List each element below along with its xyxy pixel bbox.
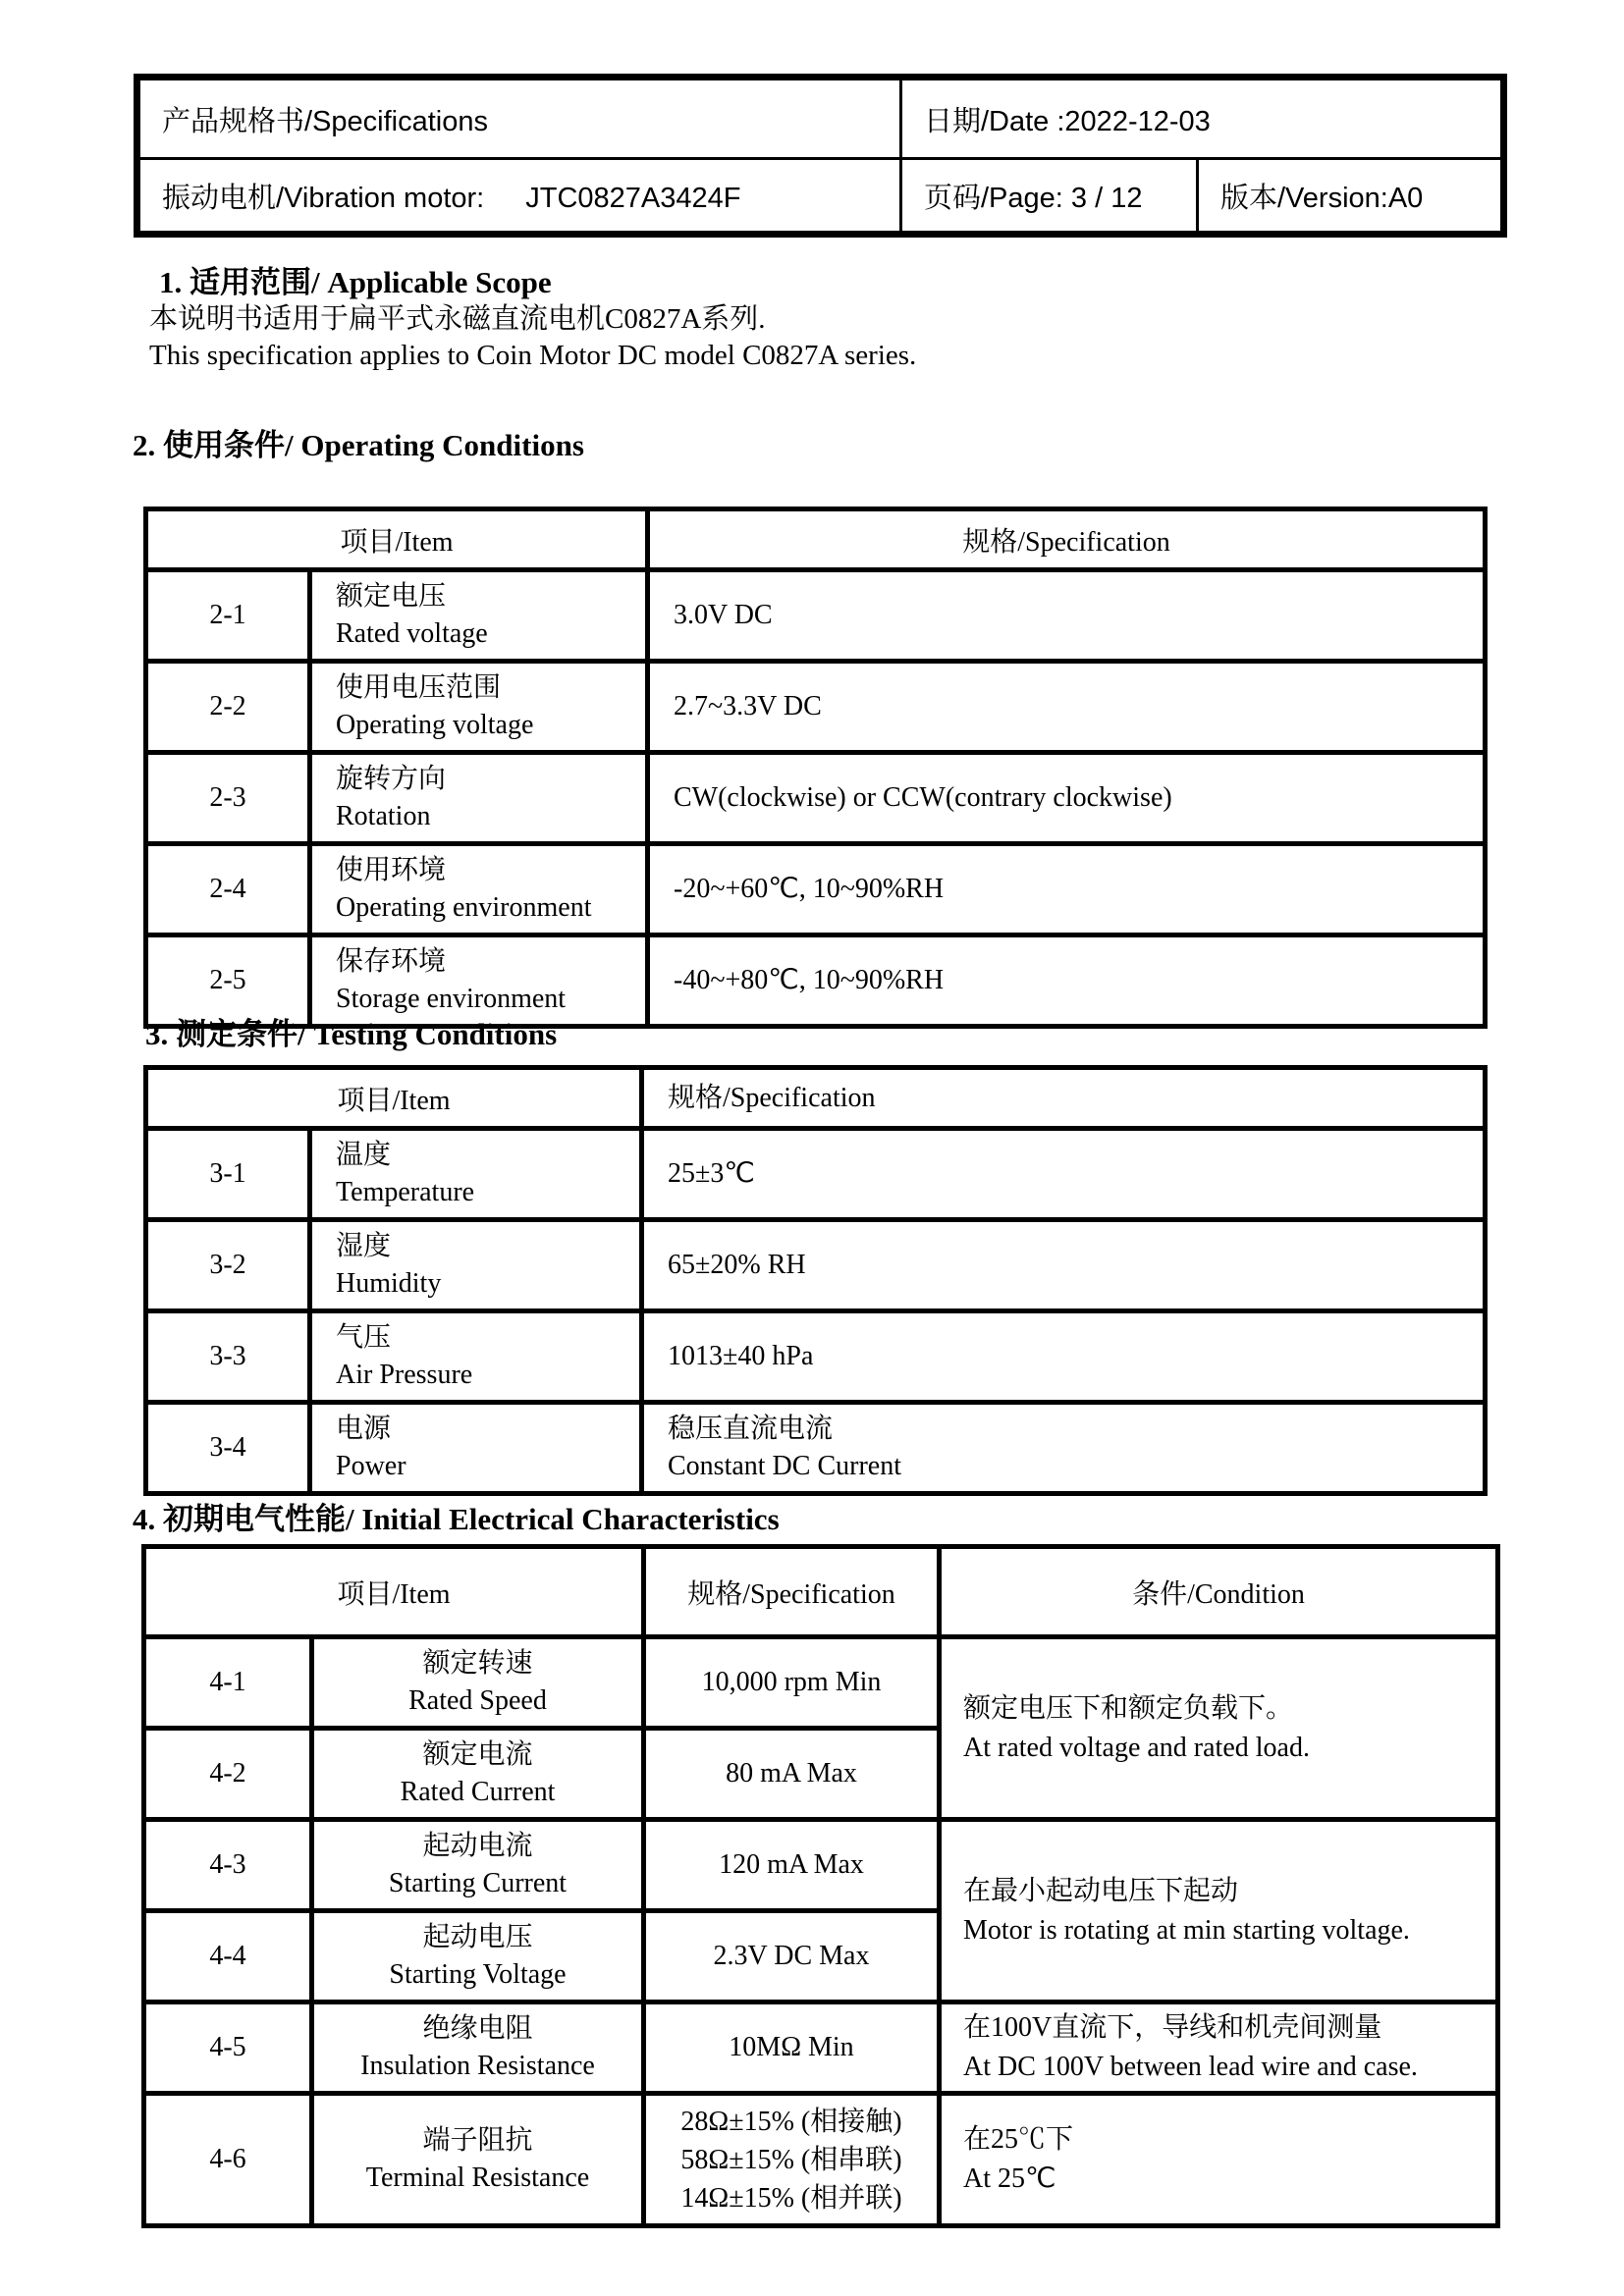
item-en: Temperature [336, 1177, 475, 1207]
doc-version: 版本/Version:A0 [1198, 159, 1504, 235]
row-no: 2-5 [146, 935, 310, 1027]
table4-col-item: 项目/Item [144, 1547, 644, 1637]
header-row-2 [137, 159, 1504, 235]
item-cn: 湿度 [336, 1231, 392, 1261]
cond-cn: 额定电压下和额定负载下。 [963, 1692, 1294, 1724]
row-no: 3-2 [146, 1220, 310, 1311]
table4-col-cond: 条件/Condition [940, 1547, 1498, 1637]
item-en: Rated Speed [408, 1685, 547, 1716]
table4-header-row [144, 1547, 1498, 1637]
row-spec: 65±20% RH [642, 1220, 1486, 1311]
item-en: Starting Current [388, 1868, 568, 1898]
row-spec: 120 mA Max [644, 1820, 940, 1911]
table-row [146, 570, 1486, 662]
table3-col-spec: 规格/Specification [642, 1068, 1486, 1129]
row-item [312, 1637, 644, 1729]
row-spec: 3.0V DC [648, 570, 1486, 662]
section1-text-en: This specification applies to Coin Motor DC model C0827A series. [149, 340, 917, 371]
row-item [310, 1403, 642, 1494]
spec-line-3: 14Ω±15% (相并联) [680, 2182, 902, 2214]
item-en: Operating voltage [336, 710, 534, 740]
row-no: 2-4 [146, 844, 310, 935]
cond-en: Motor is rotating at min starting voltage. [963, 1914, 1410, 1946]
item-cn: 使用环境 [336, 855, 447, 885]
item-en: Air Pressure [336, 1360, 473, 1390]
row-spec: 10,000 rpm Min [644, 1637, 940, 1729]
row-item [310, 1129, 642, 1220]
row-no: 3-3 [146, 1311, 310, 1403]
table-row [146, 753, 1486, 844]
row-spec: -20~+60℃, 10~90%RH [648, 844, 1486, 935]
table4-col-spec: 规格/Specification [644, 1547, 940, 1637]
item-cn: 起动电压 [422, 1922, 533, 1952]
condition-insulation [940, 2002, 1498, 2094]
doc-date: 日期/Date :2022-12-03 [901, 78, 1504, 159]
table3-col-item: 项目/Item [146, 1068, 642, 1129]
row-spec: 2.7~3.3V DC [648, 662, 1486, 753]
table-row [146, 1220, 1486, 1311]
table-row [144, 2002, 1498, 2094]
row-item [310, 753, 648, 844]
header-table [134, 74, 1507, 238]
row-spec [642, 1403, 1486, 1494]
table-row [144, 1820, 1498, 1911]
section4-heading: 4. 初期电气性能/ Initial Electrical Characteristics [133, 1502, 780, 1536]
item-en: Rotation [336, 801, 431, 831]
row-item [310, 1220, 642, 1311]
spec-line-2: 58Ω±15% (相串联) [680, 2144, 902, 2175]
table2-col-spec: 规格/Specification [648, 509, 1486, 570]
section3-heading: 3. 测定条件/ Testing Conditions [145, 1017, 558, 1051]
table-row [146, 1311, 1486, 1403]
item-en: Storage environment [336, 984, 567, 1014]
section1-text-cn: 本说明书适用于扁平式永磁直流电机C0827A系列. [149, 303, 766, 335]
motor-model: JTC0827A3424F [525, 182, 741, 214]
table-row [144, 2094, 1498, 2226]
item-cn: 额定转速 [422, 1648, 533, 1679]
row-no: 2-3 [146, 753, 310, 844]
operating-conditions-table [143, 507, 1488, 1029]
cond-en: At 25℃ [963, 2163, 1056, 2194]
row-no: 2-1 [146, 570, 310, 662]
spec-en: Constant DC Current [668, 1451, 901, 1481]
item-cn: 绝缘电阻 [422, 2013, 533, 2044]
row-spec: 1013±40 hPa [642, 1311, 1486, 1403]
item-en: Power [336, 1451, 406, 1481]
item-cn: 电源 [336, 1414, 392, 1444]
cond-cn: 在最小起动电压下起动 [963, 1875, 1239, 1906]
row-spec: 25±3℃ [642, 1129, 1486, 1220]
row-item [312, 1911, 644, 2002]
item-en: Insulation Resistance [360, 2051, 595, 2081]
table-row [146, 662, 1486, 753]
spec-line-1: 28Ω±15% (相接触) [680, 2106, 902, 2137]
row-no: 4-3 [144, 1820, 312, 1911]
row-no: 4-5 [144, 2002, 312, 2094]
motor-model-cell [137, 159, 901, 235]
item-en: Terminal Resistance [365, 2163, 590, 2193]
testing-conditions-table [143, 1065, 1488, 1496]
condition-rated [940, 1637, 1498, 1820]
row-item [312, 2094, 644, 2226]
table3-header-row [146, 1068, 1486, 1129]
row-item [312, 1820, 644, 1911]
item-cn: 气压 [336, 1322, 392, 1353]
item-en: Operating environment [336, 892, 592, 923]
row-item [310, 570, 648, 662]
item-cn: 额定电压 [336, 581, 447, 612]
cond-cn: 在100V直流下，导线和机壳间测量 [963, 2012, 1382, 2043]
condition-terminal [940, 2094, 1498, 2226]
item-cn: 起动电流 [422, 1831, 533, 1861]
item-en: Rated Current [400, 1777, 556, 1807]
table2-col-item: 项目/Item [146, 509, 648, 570]
section-applicable-scope [149, 257, 916, 374]
row-no: 4-1 [144, 1637, 312, 1729]
motor-label: 振动电机/Vibration motor: [162, 182, 485, 214]
row-spec: CW(clockwise) or CCW(contrary clockwise) [648, 753, 1486, 844]
table-row [146, 1403, 1486, 1494]
row-spec: -40~+80℃, 10~90%RH [648, 935, 1486, 1027]
item-cn: 温度 [336, 1140, 392, 1170]
doc-title: 产品规格书/Specifications [137, 78, 901, 159]
row-no: 3-4 [146, 1403, 310, 1494]
cond-en: At DC 100V between lead wire and case. [963, 2052, 1418, 2082]
row-spec: 2.3V DC Max [644, 1911, 940, 2002]
row-no: 3-1 [146, 1129, 310, 1220]
row-item [310, 844, 648, 935]
item-cn: 保存环境 [336, 946, 447, 977]
item-en: Rated voltage [336, 618, 488, 649]
row-no: 4-4 [144, 1911, 312, 2002]
row-item [312, 1729, 644, 1820]
item-cn: 额定电流 [422, 1739, 533, 1770]
row-spec: 80 mA Max [644, 1729, 940, 1820]
table-row [146, 1129, 1486, 1220]
table2-header-row [146, 509, 1486, 570]
section1-heading: 1. 适用范围/ Applicable Scope [159, 265, 552, 299]
item-en: Starting Voltage [389, 1959, 567, 1990]
table-row [146, 844, 1486, 935]
section2-heading: 2. 使用条件/ Operating Conditions [133, 428, 584, 462]
cond-cn: 在25℃下 [963, 2124, 1074, 2155]
row-spec: 10MΩ Min [644, 2002, 940, 2094]
item-cn: 使用电压范围 [336, 672, 502, 703]
row-spec [644, 2094, 940, 2226]
header-row-1 [137, 78, 1504, 159]
row-item [310, 662, 648, 753]
row-no: 2-2 [146, 662, 310, 753]
spec-cn: 稳压直流电流 [668, 1414, 834, 1444]
row-no: 4-6 [144, 2094, 312, 2226]
row-item [310, 1311, 642, 1403]
table-row [144, 1637, 1498, 1729]
initial-electrical-characteristics-table [141, 1544, 1500, 2228]
row-no: 4-2 [144, 1729, 312, 1820]
condition-starting [940, 1820, 1498, 2002]
cond-en: At rated voltage and rated load. [963, 1732, 1310, 1763]
row-item [312, 2002, 644, 2094]
item-en: Humidity [336, 1268, 442, 1299]
item-cn: 旋转方向 [336, 764, 447, 794]
item-cn: 端子阻抗 [422, 2125, 533, 2156]
page-number: 页码/Page: 3 / 12 [901, 159, 1198, 235]
